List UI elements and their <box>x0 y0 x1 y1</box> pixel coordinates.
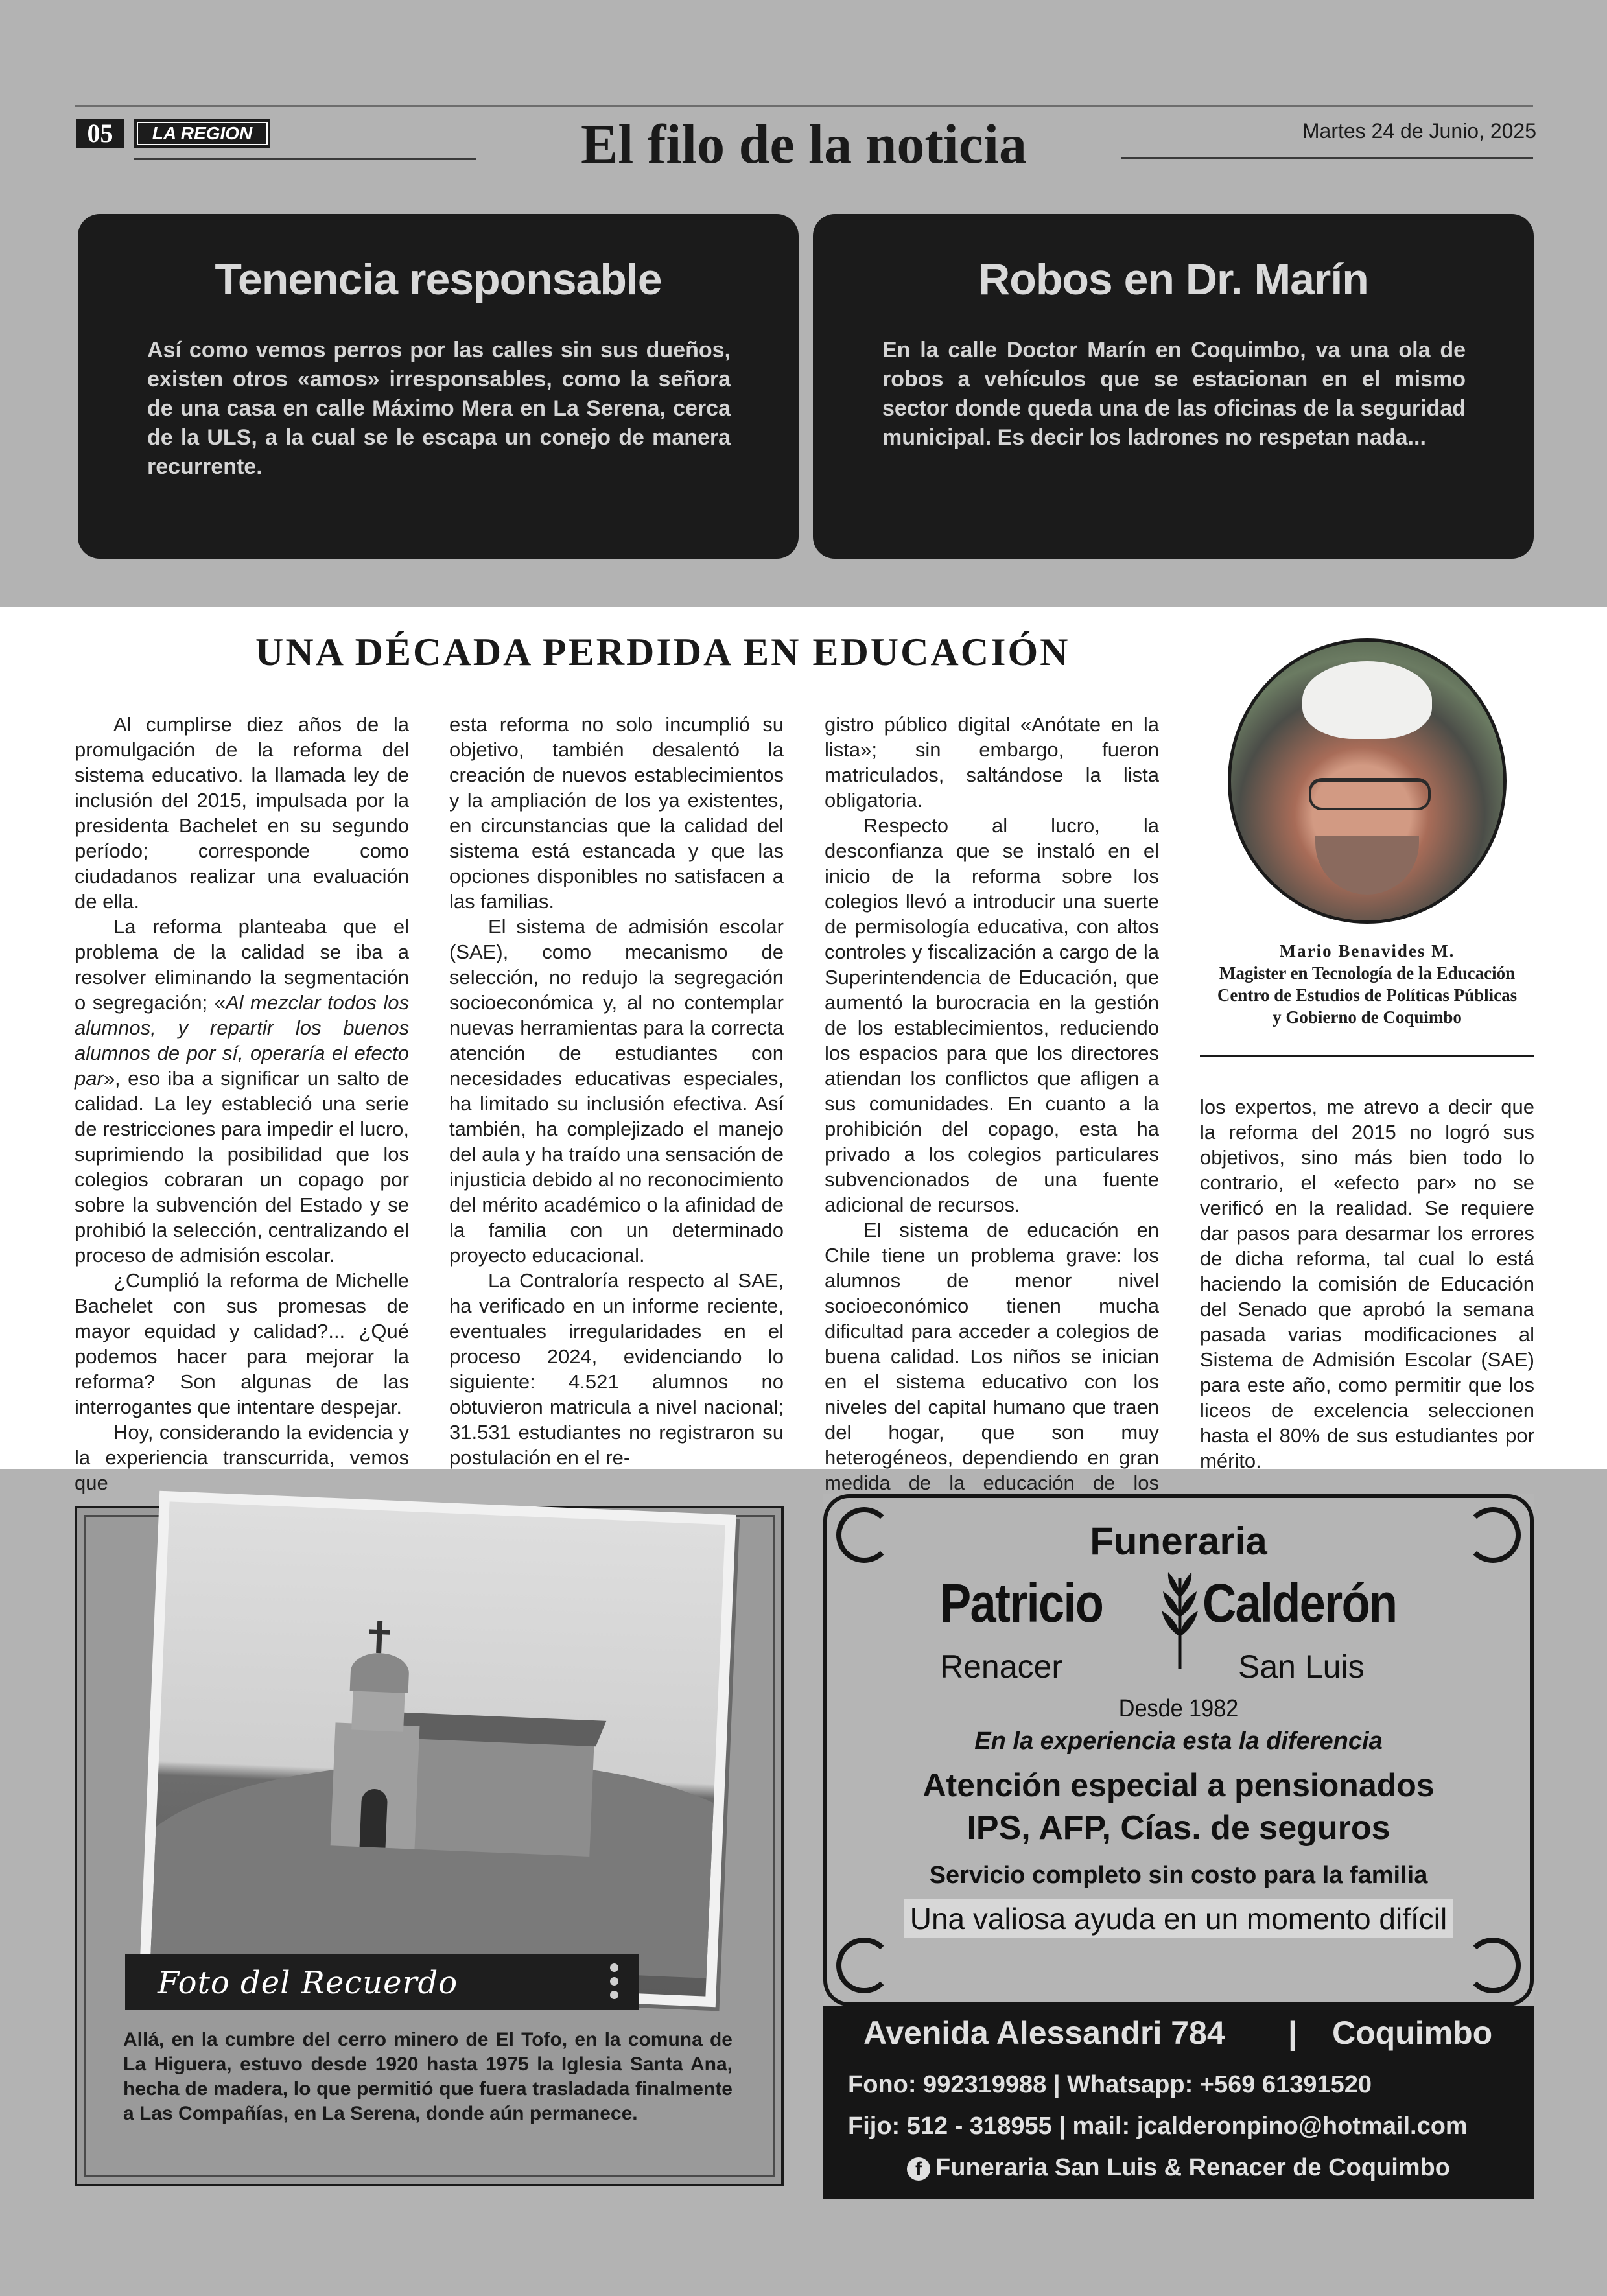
ad-sub-right: San Luis <box>1238 1648 1365 1685</box>
ad-facebook-line <box>823 2154 1534 2182</box>
news-box-title: Robos en Dr. Marín <box>978 255 1368 304</box>
ad-city: Coquimbo <box>1332 2015 1493 2051</box>
ad-service: Servicio completo sin costo para la familia <box>929 1862 1428 1889</box>
portrait-glasses <box>1309 778 1431 810</box>
author-byline <box>1200 940 1534 1028</box>
header-rule-right <box>1121 157 1533 159</box>
text-run: La reforma planteaba que el problema de la calidad se iba a resolver eliminando la segmentación o segregación; « <box>75 915 409 1014</box>
ad-fixed-mail: Fijo: 512 - 318955 | mail: jcalderonpino@hotmail.com <box>848 2113 1468 2140</box>
news-box-title: Tenencia responsable <box>215 255 662 304</box>
facebook-icon: f <box>907 2157 930 2181</box>
paragraph: ¿Cumplió la reforma de Michelle Bachelet con sus promesas de mayor equidad y calidad?... ¿Qué podemos hacer para mejorar la reforma? Son algunas de las interrogantes que intentare despejar. <box>75 1269 409 1418</box>
ad-sub-left: Renacer <box>940 1648 1062 1685</box>
church-door <box>360 1788 388 1848</box>
ad-name-left: Patricio <box>940 1573 1103 1634</box>
cross-icon <box>376 1621 382 1653</box>
photo-ribbon <box>125 1954 639 2010</box>
quote-italic: Al mezclar todos los alumnos, y repartir los buenos alumnos de por sí, operaría el efecto par <box>75 991 409 1090</box>
paragraph: Hoy, considerando la evidencia y la experiencia transcurrida, vemos que <box>75 1421 409 1494</box>
ad-contact-panel <box>823 2006 1534 2199</box>
article-column-1 <box>75 712 409 1495</box>
ad-attention-2: IPS, AFP, Cías. de seguros <box>967 1809 1390 1847</box>
ad-attention-1: Atención especial a pensionados <box>922 1767 1435 1803</box>
author-portrait <box>1228 638 1507 924</box>
paragraph: El sistema de educación en Chile tiene un problema grave: los alumnos de menor nivel socioeconómico tienen mucha dificultad para acceder a colegios de buena calidad. Los niños se inician en el sistema educativo con los niveles del capital humano que traen del hogar, que son muy heterogéneos, dependiendo en gran medida de la educación de los <box>825 1219 1159 1494</box>
paragraph <box>75 914 409 1268</box>
wheat-icon <box>1160 1572 1199 1669</box>
cross-icon-bar <box>369 1629 390 1634</box>
paragraph: Al cumplirse diez años de la promulgación de la reforma del sistema educativo. la llamada ley de inclusión del 2015, impulsada por la presidenta Bachelet en su segundo período; corresponde como ciudadanos realizar una evaluación de ella. <box>75 713 409 913</box>
portrait-beard <box>1315 836 1419 895</box>
photo-caption: Allá, en la cumbre del cerro minero de El Tofo, en la comuna de La Higuera, estuvo desde 1920 hasta 1975 la Iglesia Santa Ana, hecha de madera, lo que permitió que fuera trasladada finalmente a Las Compañías, en La Serena, donde aún permanece. <box>123 2029 733 2124</box>
ad-name-right: Calderón <box>1202 1573 1397 1634</box>
ad-facebook: Funeraria San Luis & Renacer de Coquimbo <box>935 2154 1450 2181</box>
church-illustration <box>318 1632 598 1857</box>
ad-address: Avenida Alessandri 784 <box>863 2015 1225 2051</box>
portrait-hair <box>1302 661 1432 739</box>
ornament-icon <box>836 1938 892 1993</box>
photo-ribbon-label: Foto del Recuerdo <box>158 1965 458 2001</box>
ad-help-banner: Una valiosa ayuda en un momento difícil <box>904 1899 1453 1938</box>
paragraph: los expertos, me atrevo a decir que la reforma del 2015 no logró sus objetivos, sino más bien todo lo contrario, el «efecto par» no se verificó en la realidad. Se requiere dar pasos para desarmar los errores de dicha reforma, tal cual lo está haciendo la comisión de Educación del Senado que aprobó la semana pasada varias modificaciones al Sistema de Admisión Escolar (SAE) para este año, como permitir que los liceos de excelencia seleccionen hasta el 80% de sus estudiantes por mérito. <box>1200 1095 1534 1472</box>
news-box-tenencia <box>78 214 799 559</box>
paragraph: Respecto al lucro, la desconfianza que se instaló en el inicio de la reforma sobre los colegios llevó a introducir una suerte de permisología educativa, con altos controles y fiscalización a cargo de la Superintendencia de Educación, que aumentó la burocracia en la gestión de los establecimientos, reduciendo los espacios para que los directores atiendan los conflictos que afligen a sus comunidades. En cuanto a la prohibición del copago, esta ha privado a los colegios particulares subvencionados de una fuente adicional de recursos. <box>825 814 1159 1216</box>
ad-motto: En la experiencia esta la diferencia <box>974 1728 1383 1755</box>
article-column-2 <box>449 712 784 1470</box>
news-box-body: Así como vemos perros por las calles sin sus dueños, existen otros «amos» irresponsables, como la señora de una casa en calle Máximo Mera en La Serena, cerca de la ULS, a la cual se le escapa un conejo de manera recurrente. <box>147 338 731 479</box>
article-column-4 <box>1200 1094 1534 1473</box>
byline-rule <box>1200 1055 1534 1057</box>
section-title: El filo de la noticia <box>581 113 1027 175</box>
header-rule-left <box>134 158 476 160</box>
ornament-icon <box>1465 1938 1521 1993</box>
church-photo <box>139 1491 736 2008</box>
newspaper-brand <box>134 119 270 148</box>
article-column-3 <box>825 712 1159 1546</box>
church-dome <box>350 1652 410 1693</box>
paragraph: La Contraloría respecto al SAE, ha verificado en un informe reciente, eventuales irregularidades en el proceso 2024, evidenciando lo siguiente: 4.521 alumnos no obtuvieron matricula a nivel nacional; 31.531 estudiantes no registraron su postulación en el re- <box>449 1269 784 1469</box>
news-box-robos <box>813 214 1534 559</box>
article-title: UNA DÉCADA PERDIDA EN EDUCACIÓN <box>255 631 1070 674</box>
author-title-2: Centro de Estudios de Políticas Públicas <box>1217 985 1518 1005</box>
header-top-rule <box>75 105 1533 107</box>
author-title-1: Magister en Tecnología de la Educación <box>1219 963 1516 983</box>
author-name: Mario Benavides M. <box>1279 941 1455 961</box>
author-title-3: y Gobierno de Coquimbo <box>1273 1007 1462 1027</box>
ad-phones: Fono: 992319988 | Whatsapp: +569 61391520 <box>848 2071 1372 2098</box>
paragraph: El sistema de admisión escolar (SAE), como mecanismo de selección, no redujo la segregación socioeconómica y, al no contemplar nuevas herramientas para la correcta atención de estudiantes con necesidades educativas especiales, ha limitado su inclusión efectiva. Así también, ha complejizado el manejo del aula y ha traído una sensación de injusticia debido al no reconocimiento del mérito académico o la afinidad de la familia con un determinado proyecto educacional. <box>449 915 784 1267</box>
church-nave <box>395 1732 594 1857</box>
text-run: », eso iba a significar un salto de calidad. La ley estableció una serie de restricciones para impedir el lucro, suprimiendo la posibilidad que los colegios cobraran un copago por sobre la subvención del Estado y se prohibió la selección, centralizando el proceso de admisión escolar. <box>75 1067 409 1267</box>
dots-icon <box>610 1963 619 2004</box>
paragraph: esta reforma no solo incumplió su objetivo, también desalentó la creación de nuevos establecimientos y la ampliación de los ya existentes, en circunstancias que la calidad del sistema está estancada y que las opciones disponibles no satisfacen a las familias. <box>449 713 784 913</box>
ad-separator: | <box>1288 2015 1297 2051</box>
ad-heading: Funeraria <box>1090 1519 1267 1563</box>
issue-date: Martes 24 de Junio, 2025 <box>1302 119 1536 143</box>
ad-since: Desde 1982 <box>1118 1695 1239 1722</box>
page-number: 05 <box>76 119 124 148</box>
paragraph: gistro público digital «Anótate en la lista»; sin embargo, fueron matriculados, saltándose la lista obligatoria. <box>825 713 1159 812</box>
photo-image <box>150 1501 725 1996</box>
news-box-body: En la calle Doctor Marín en Coquimbo, va una ola de robos a vehículos que se estacionan en el mismo sector donde queda una de las oficinas de la seguridad municipal. Es decir los ladrones no respetan nada... <box>882 338 1466 450</box>
funeral-ad <box>823 1494 1534 2199</box>
brand-label: LA REGION <box>137 122 268 145</box>
